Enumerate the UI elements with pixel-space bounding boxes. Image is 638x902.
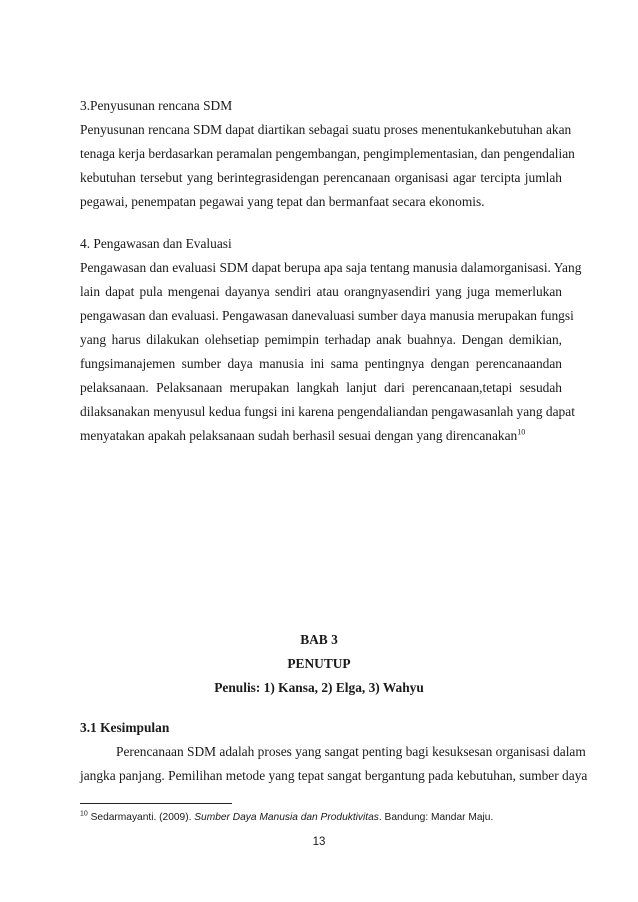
chapter-authors: Penulis: 1) Kansa, 2) Elga, 3) Wahyu (214, 680, 424, 695)
paragraph-line: dilaksanakan menyusul kedua fungsi ini karena pengendaliandan pengawasanlah yang dapat (80, 404, 575, 419)
paragraph-line: fungsimanajemen sumber daya manusia ini sama pentingnya dengan perencanaandan (80, 356, 562, 371)
paragraph-last-line (80, 427, 562, 445)
paragraph-line: lain dapat pula mengenai dayanya sendiri atau orangnyasendiri yang juga memerlukan (80, 284, 562, 299)
footnote-author: Sedarmayanti. (2009). (87, 812, 195, 823)
section-4-heading: 4. Pengawasan dan Evaluasi (80, 236, 232, 251)
paragraph-line: jangka panjang. Pemilihan metode yang tepat sangat bergantung pada kebutuhan, sumber daya (80, 768, 588, 783)
paragraph-line: Pengawasan dan evaluasi SDM dapat berupa apa saja tentang manusia dalamorganisasi. Yang (80, 260, 582, 275)
footnote-title: Sumber Daya Manusia dan Produktivitas (194, 812, 379, 823)
paragraph-text: menyatakan apakah pelaksanaan sudah berhasil sesuai dengan yang direncanakan (80, 428, 518, 443)
paragraph-line: Perencanaan SDM adalah proses yang sangat penting bagi kesuksesan organisasi dalam (116, 744, 586, 759)
chapter-title: PENUTUP (287, 656, 351, 671)
paragraph-line: pelaksanaan. Pelaksanaan merupakan langkah lanjut dari perencanaan,tetapi sesudah (80, 380, 562, 395)
footnote-marker: 10 (80, 810, 88, 818)
chapter-number: BAB 3 (300, 632, 338, 647)
footnote-reference[interactable]: 10 (517, 427, 526, 437)
section-3-heading: 3.Penyusunan rencana SDM (80, 98, 233, 113)
footnote-publisher: . Bandung: Mandar Maju. (378, 812, 494, 823)
paragraph-line: yang harus dilakukan olehsetiap pemimpin terhadap anak buahnya. Dengan demikian, (80, 332, 562, 347)
page-number: 13 (312, 836, 326, 848)
paragraph-line: pengawasan dan evaluasi. Pengawasan danevaluasi sumber daya manusia merupakan fungsi (80, 308, 574, 323)
paragraph-line: Penyusunan rencana SDM dapat diartikan sebagai suatu proses menentukankebutuhan akan (80, 122, 572, 137)
footnote (80, 811, 560, 825)
paragraph-line: pegawai, penempatan pegawai yang tepat dan bermanfaat secara ekonomis. (80, 194, 485, 209)
paragraph-line: tenaga kerja berdasarkan peramalan pengembangan, pengimplementasian, dan pengendalian (80, 146, 575, 161)
footnote-separator (80, 803, 232, 804)
paragraph-line: kebutuhan tersebut yang berintegrasidengan perencanaan organisasi agar tercipta jumlah (80, 170, 562, 185)
subsection-heading: 3.1 Kesimpulan (80, 720, 170, 735)
